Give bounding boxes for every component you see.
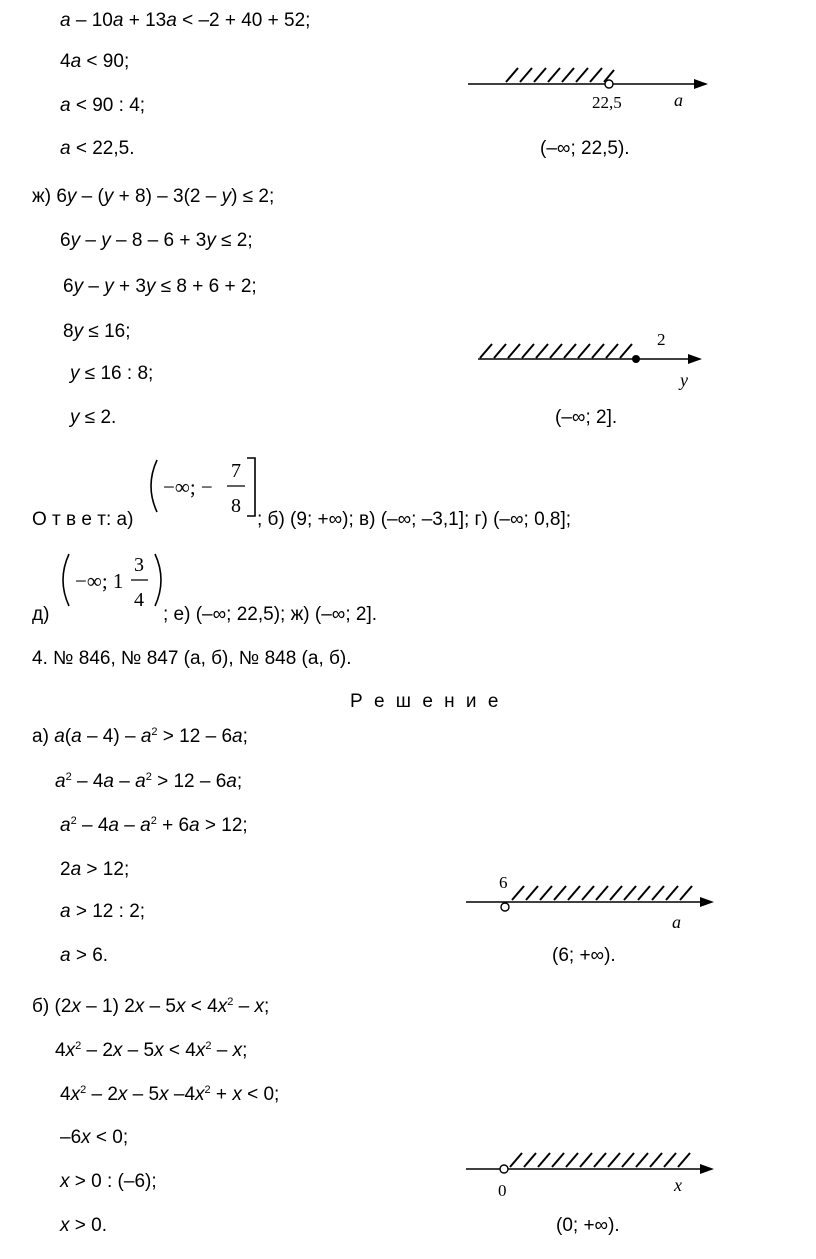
number-line-a (466, 870, 718, 930)
svg-text:7: 7 (231, 460, 241, 482)
axis-variable-label: x (674, 1175, 682, 1195)
answer-rest-line-1: ; б) (9; +∞); в) (–∞; –3,1]; г) (–∞; 0,8]; (257, 509, 572, 530)
axis-variable-label: a (672, 912, 681, 932)
interval-d-expression (57, 548, 172, 626)
axis-point-label: 0 (498, 1181, 507, 1200)
open-point-marker (500, 1165, 508, 1173)
part-zh-answer: (–∞; 2]. (555, 407, 618, 428)
part-a-line-1: а) $а(а - 4) - а^2 > 12 - 6а$; (32, 726, 248, 747)
part-a-line-3: $а^2 - 4а - а^2 + 6а > 12$; (60, 815, 248, 836)
svg-text:4: 4 (134, 589, 144, 611)
part-zh-line-3: 6у – у + 3у ≤ 8 + 6 + 2; (63, 276, 257, 297)
answer-label: О т в е т: а) (32, 509, 134, 530)
open-point-marker (501, 903, 509, 911)
part-a-line-4: 2а > 12; (60, 859, 130, 880)
part-b-line-3: $4х^2 - 2х - 5х$ $-4х^2 + х < 0$; (60, 1084, 280, 1105)
part-a-answer: (6; +∞). (552, 945, 616, 966)
axis-point-label: 22,5 (592, 93, 622, 112)
open-point-marker (605, 80, 613, 88)
svg-text:−∞; 1: −∞; 1 (75, 569, 124, 593)
part-b-line-1: б) (2х – 1) $2х - 5х < 4х^2 - х$; (32, 996, 270, 1017)
answer-d-label: д) (32, 604, 50, 625)
part-b-line-5: х > 0 : (–6); (60, 1171, 157, 1192)
svg-text:−∞; −: −∞; − (163, 475, 213, 499)
answer-rest-line-2: ; е) (–∞; 22,5); ж) (–∞; 2]. (163, 604, 378, 625)
axis-variable-label: y (680, 370, 688, 390)
part-zh-line-5: у ≤ 16 : 8; (70, 363, 154, 384)
solution-heading: Р е ш е н и е (350, 691, 502, 712)
task-line: 4. № 846, № 847 (а, б), № 848 (а, б). (32, 648, 352, 669)
part-b-answer: (0; +∞). (556, 1215, 620, 1236)
part-b-line-6: х > 0. (60, 1215, 107, 1236)
part-zh-line-1: ж) 6у – (у + 8) – 3(2 – у) ≤ 2; (32, 186, 275, 207)
part-zh-line-6: у ≤ 2. (70, 407, 117, 428)
svg-text:8: 8 (231, 495, 241, 517)
axis-point-label: 2 (657, 330, 666, 349)
axis-point-label: 6 (499, 873, 508, 892)
number-line-e (468, 60, 718, 110)
part-a-line-5: а > 12 : 2; (60, 901, 146, 922)
closed-point-marker (632, 355, 640, 363)
part-zh-line-2: 6у – у – 8 – 6 + 3у ≤ 2; (60, 230, 253, 251)
part-e-line-1: а – 10а + 13а < –2 + 40 + 52; (60, 10, 311, 31)
part-e-line-2: 4а < 90; (60, 51, 130, 72)
number-line-zh (478, 328, 718, 390)
part-e-line-4: а < 22,5. (60, 138, 135, 159)
interval-a-expression (143, 454, 263, 534)
part-b-line-2: $4х^2 - 2х - 5х < 4х^2 - х$; (55, 1040, 248, 1061)
part-e-answer: (–∞; 22,5). (540, 138, 630, 159)
part-e-line-3: а < 90 : 4; (60, 95, 146, 116)
part-zh-line-4: 8у ≤ 16; (63, 321, 131, 342)
part-a-line-2: $а^2 - 4а - а^2 > 12 - 6а$; (55, 771, 243, 792)
part-a-line-6: а > 6. (60, 945, 109, 966)
number-line-b (466, 1145, 718, 1205)
svg-text:3: 3 (134, 554, 144, 576)
axis-variable-label: a (674, 90, 683, 110)
part-b-line-4: –6х < 0; (60, 1127, 129, 1148)
